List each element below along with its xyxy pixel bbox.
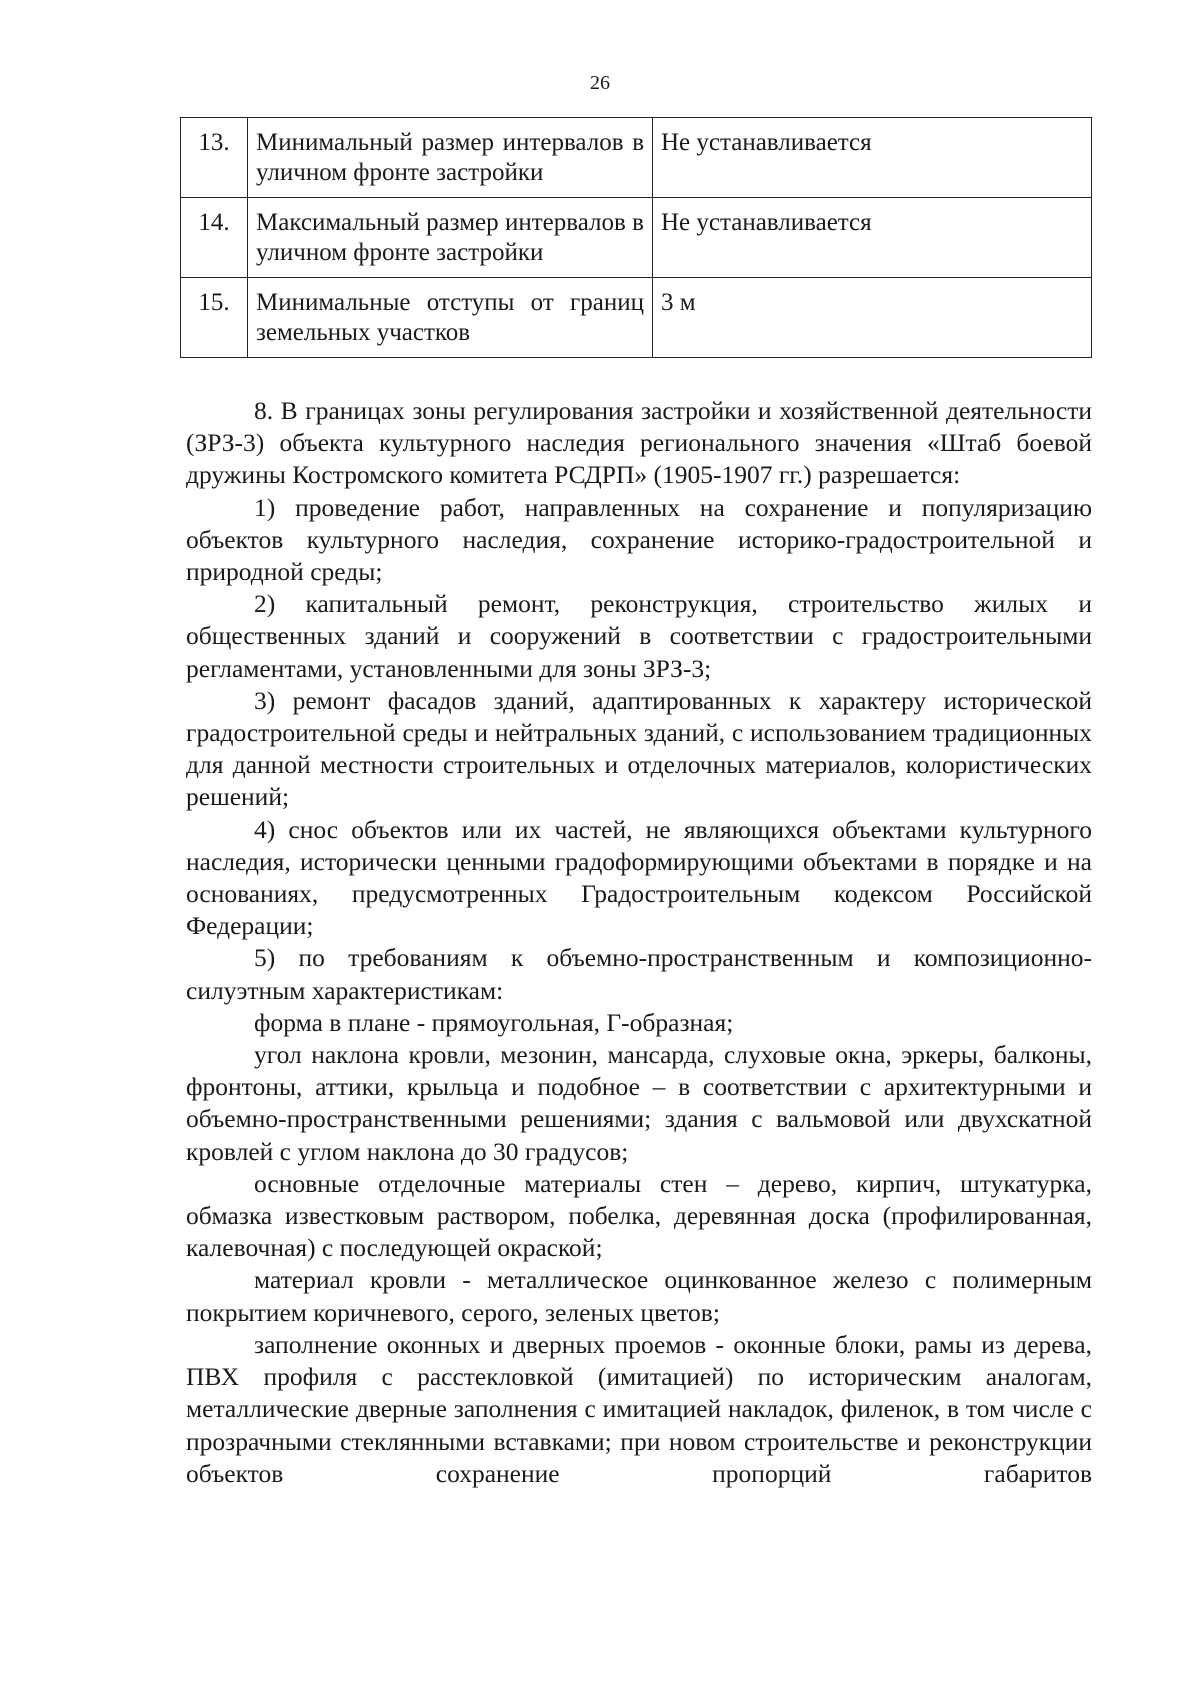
table-row [181, 198, 1092, 278]
paragraph-subitem-2: 2) капитальный ремонт, реконструкция, строительство жилых и общественных зданий и сооружений в соответствии с градостроительными регламентами, установленными для зоны ЗРЗ-3; [186, 589, 1092, 683]
paragraph-subitem-1: 1) проведение работ, направленных на сохранение и популяризацию объектов культурного наследия, сохранение историко-градостроительной и природной среды; [186, 492, 1092, 587]
table-row [181, 278, 1092, 358]
parameter-name: Максимальный размер интервалов в уличном фронте застройки [248, 198, 653, 278]
paragraph-subitem-3: 3) ремонт фасадов зданий, адаптированных к характеру исторической градостроительной среды и нейтральных зданий, с использованием традиционных для данной местности строительных и отделочных материалов, колористических решений; [186, 685, 1092, 812]
paragraph-item-8: 8. В границах зоны регулирования застройки и хозяйственной деятельности (ЗРЗ-3) объекта культурного наследия регионального значения «Штаб боевой дружины Костромского комитета РСДРП» (1905-1907 гг.) разрешается: [186, 396, 1092, 490]
document-body [186, 395, 1092, 1490]
paragraph-subitem-4: 4) снос объектов или их частей, не являющихся объектами культурного наследия, исторически ценными градоформирующими объектами в порядке и на основаниях, предусмотренных Градостроительным кодексом Российской Федерации; [186, 814, 1092, 941]
parameter-name: Минимальный размер интервалов в уличном фронте застройки [248, 118, 653, 198]
row-number: 15. [181, 278, 248, 358]
page-number: 26 [590, 72, 610, 94]
parameter-value: 3 м [653, 278, 1092, 358]
paragraph-wall-materials: основные отделочные материалы стен – дерево, кирпич, штукатурка, обмазка известковым раствором, побелка, деревянная доска (профилированная, калевочная) с последующей окраской; [186, 1168, 1092, 1263]
paragraph-plan-shape: форма в плане - прямоугольная, Г-образная; [254, 1007, 734, 1037]
paragraph-subitem-5: 5) по требованиям к объемно-пространственным и композиционно-силуэтным характеристикам: [186, 943, 1092, 1005]
parameters-table [180, 117, 1092, 358]
row-number: 13. [181, 118, 248, 198]
paragraph-roof-material: материал кровли - металлическое оцинкованное железо с полимерным покрытием коричневого, серого, зеленых цветов; [186, 1265, 1092, 1327]
paragraph-roof-slope: угол наклона кровли, мезонин, мансарда, слуховые окна, эркеры, балконы, фронтоны, аттики, крыльца и подобное – в соответствии с архитектурными и объемно-пространственными решениями; здания с вальмовой или двухскатной кровлей с углом наклона до 30 градусов; [186, 1040, 1092, 1166]
row-number: 14. [181, 198, 248, 278]
parameter-value: Не устанавливается [653, 198, 1092, 278]
parameter-value: Не устанавливается [653, 118, 1092, 198]
paragraph-openings: заполнение оконных и дверных проемов - оконные блоки, рамы из дерева, ПВХ профиля с расстекловкой (имитацией) по историческим аналогам, металлические дверные заполнения с имитацией накладок, филенок, в том числе с прозрачными стеклянными вставками; при новом строительстве и реконструкции объектов сохранение пропорций габаритов [186, 1329, 1092, 1488]
table-row [181, 118, 1092, 198]
parameter-name: Минимальные отступы от границ земельных участков [248, 278, 653, 358]
